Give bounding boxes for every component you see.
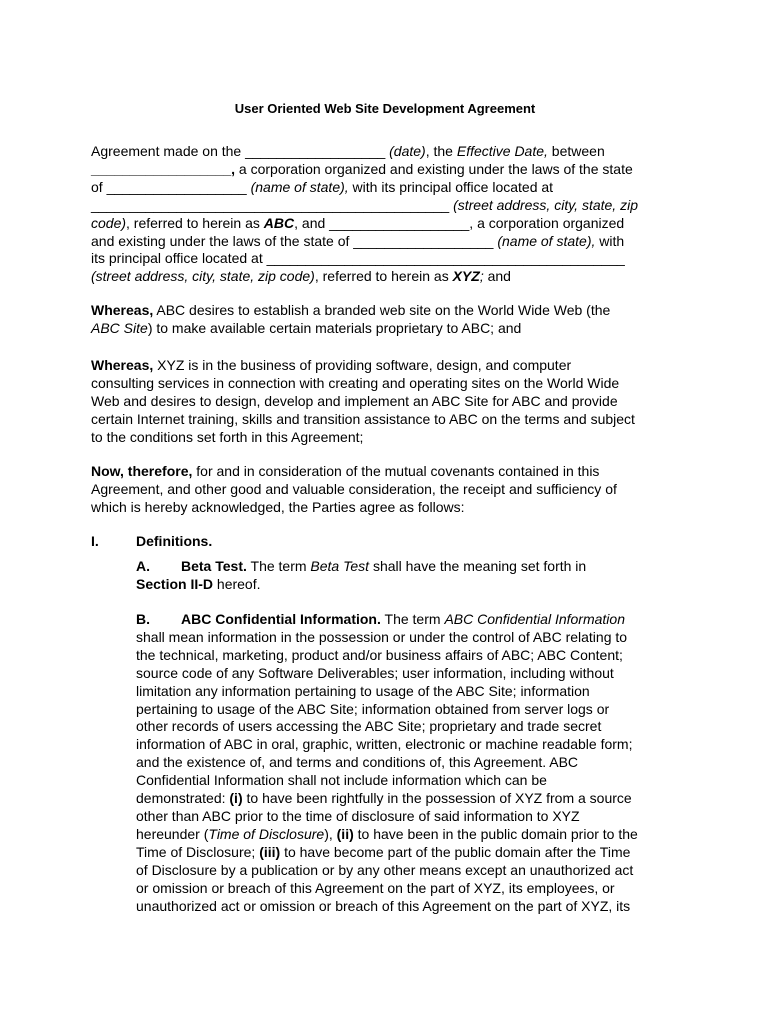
now-therefore-paragraph: Now, therefore, for and in consideration of the mutual covenants contained in this Agreement, and other good and valuable consideration, the receipt and sufficiency of which is hereby acknowledged, the Parties agree as follows: (91, 463, 617, 515)
section-title: Definitions. (136, 533, 213, 549)
definition-b-letter: B. (136, 611, 150, 627)
document-title: User Oriented Web Site Development Agreement (234, 101, 536, 116)
definition-a-letter: A. (136, 558, 150, 574)
section-number: I. (91, 533, 99, 549)
whereas-paragraph-2: Whereas, XYZ is in the business of providing software, design, and computer consulting services in connection with creating and operating sites on the World Wide Web and desires to design, develop and implement an ABC Site for ABC and provide certain Internet training, skills and transition assistance to ABC on the terms and subject to the conditions set forth in this Agreement; (91, 357, 635, 445)
definition-a-heading: Beta Test. (181, 558, 247, 574)
whereas-paragraph-1: Whereas, ABC desires to establish a branded web site on the World Wide Web (the ABC Site) to make available certain materials proprietary to ABC; and (91, 302, 611, 336)
definition-b: B. ABC Confidential Information. The term ABC Confidential Information shall mean information in the possession or under the control of ABC relating to the technical, marketing, product and/or business affairs of ABC; ABC Content; source code of any Software Deliverables; user information, including without limitation any information pertaining to usage of the ABC Site; information pertaining to usage of the ABC Site; information obtained from server logs or other records of users accessing the ABC Site; proprietary and trade secret information of ABC in oral, graphic, written, electronic or machine readable form; and the existence of, and terms and conditions of, this Agreement. ABC Confidential Information shall not include information which can be demonstrated: (i) to have been rightfully in the possession of XYZ from a source other than ABC prior to the time of disclosure of said information to XYZ hereunder (Time of Disclosure), (ii) to have been in the public domain prior to the Time of Disclosure; (iii) to have become part of the public domain after the Time of Disclosure by a publication or by any other means except an unauthorized act or omission or breach of this Agreement on the part of XYZ, its employees, or unauthorized act or omission or breach of this Agreement on the part of XYZ, its (136, 611, 638, 914)
intro-paragraph: Agreement made on the __________________ (date), the Effective Date, between __________________, a corporation organized and existing under the laws of the state of __________________ (name of state), with its principal office located at ______________________________________________ (street address, city, state, zip code), referred to herein as ABC, and __________________, a corporation organized and existing under the laws of the state of __________________ (name of state), with its principal office located at ______________________________________________ (street address, city, state, zip code), referred to herein as XYZ; and (91, 143, 638, 285)
definition-a: A. Beta Test. The term Beta Test shall have the meaning set forth in Section II-D hereof. (136, 558, 587, 592)
definition-b-heading: ABC Confidential Information. (181, 611, 381, 627)
